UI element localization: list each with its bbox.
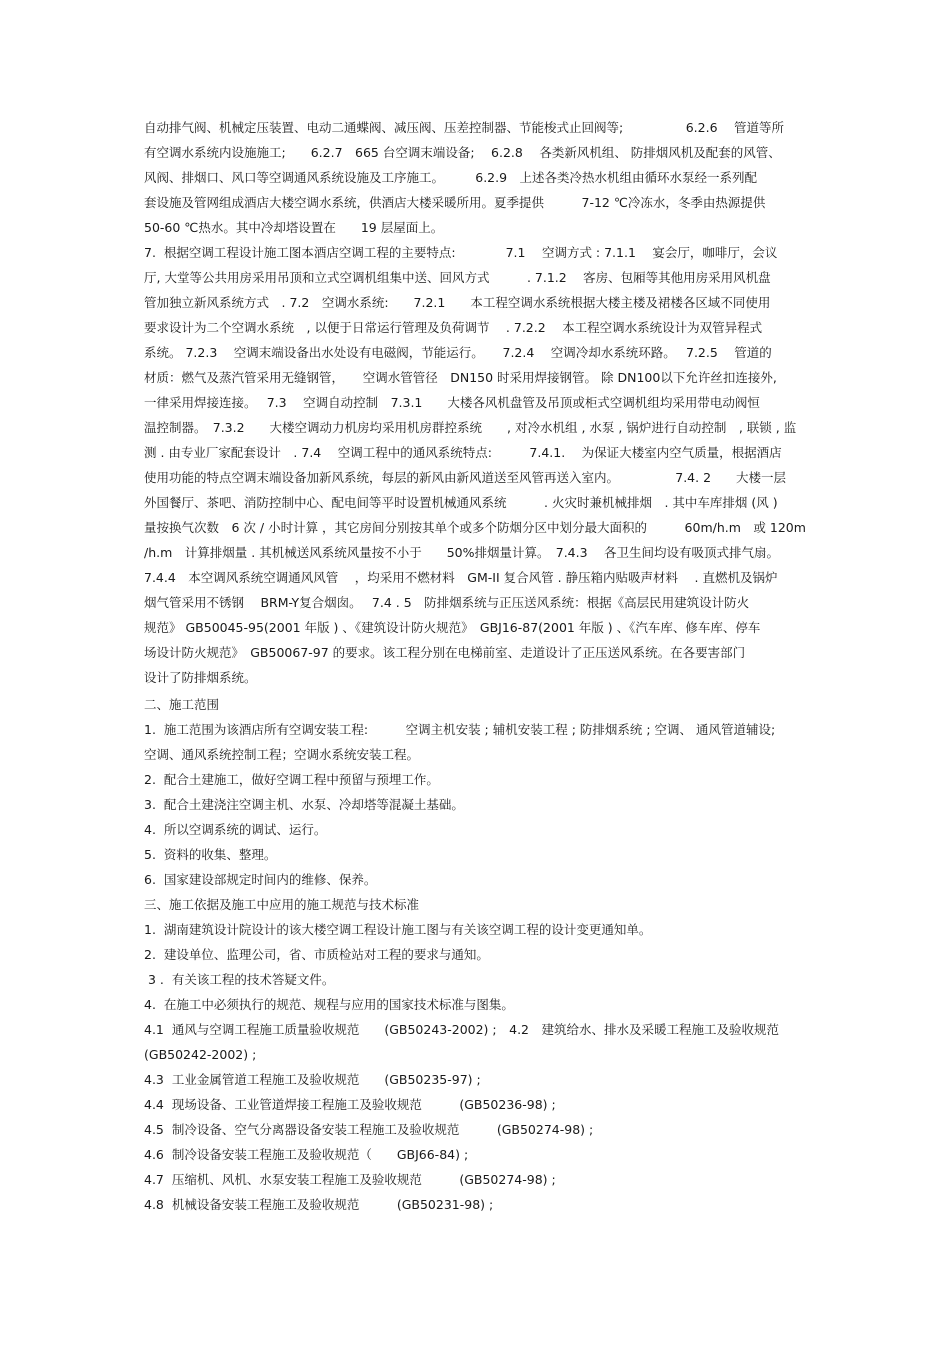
text-line: 4. 所以空调系统的调试、运行。 <box>144 822 327 837</box>
text-line: 量按换气次数 6 次 / 小时计算 ，其它房间分别按其单个或多个防烟分区中划分最大面积的 60m/h.m 或 120m <box>144 520 806 535</box>
text-line: 1. 湖南建筑设计院设计的该大楼空调工程设计施工图与有关该空调工程的设计变更通知单。 <box>144 922 652 937</box>
text-line: 3. 配合土建浇注空调主机、水泵、冷却塔等混凝土基础。 <box>144 797 464 812</box>
text-line: 二、施工范围 <box>144 697 220 712</box>
text-line: 6. 国家建设部规定时间内的维修、保养。 <box>144 872 377 887</box>
text-line: 有空调水系统内设施施工; 6.2.7 665 台空调末端设备; 6.2.8 各类新风机组、 防排烟风机及配套的风管、 <box>144 145 781 160</box>
text-line: 烟气管采用不锈钢 BRM-Y复合烟囱。 7.4 . 5 防排烟系统与正压送风系统：根据《高层民用建筑设计防火 <box>144 595 750 610</box>
text-line: 7. 根据空调工程设计施工图本酒店空调工程的主要特点: 7.1 空调方式 : 7.1.1 宴会厅，咖啡厅，会议 <box>144 245 778 260</box>
text-line: 外国餐厅、茶吧、消防控制中心、配电间等平时设置机械通风系统 . 火灾时兼机械排烟 . 其中车库排烟 (风 ) <box>144 495 778 510</box>
text-line: 5. 资料的收集、整理。 <box>144 847 277 862</box>
text-line: 规范》 GB50045-95(2001 年版 ) 、《建筑设计防火规范》 GBJ16-87(2001 年版 ) 、《汽车库、修车库、停车 <box>144 620 761 635</box>
text-line: 要求设计为二个空调水系统 , 以便于日常运行管理及负荷调节 . 7.2.2 本工程空调水系统设计为双管异程式 <box>144 320 763 335</box>
text-line: 7.4.4 本空调风系统空调通风风管 ，均采用不燃材料 GM-II 复合风管 . 静压箱内贴吸声材料 . 直燃机及锅炉 <box>144 570 778 585</box>
text-line: 4.1 通风与空调工程施工质量验收规范 (GB50243-2002) ; 4.2 建筑给水、排水及采暖工程施工及验收规范 <box>144 1022 779 1037</box>
text-line: 自动排气阀、机械定压装置、电动二通蝶阀、减压阀、压差控制器、节能梭式止回阀等; 6.2.6 管道等所 <box>144 120 784 135</box>
text-line: 厅, 大堂等公共用房采用吊顶和立式空调机组集中送、回风方式 . 7.1.2 客房、包厢等其他用房采用风机盘 <box>144 270 771 285</box>
text-line: 使用功能的特点空调末端设备加新风系统，每层的新风由新风道送至风管再送入室内。 7.4. 2 大楼一层 <box>144 470 787 485</box>
text-line: 4.7 压缩机、风机、水泵安装工程施工及验收规范 (GB50274-98) ; <box>144 1172 556 1187</box>
text-line: 4.5 制冷设备、空气分离器设备安装工程施工及验收规范 (GB50274-98) ; <box>144 1122 594 1137</box>
text-line: 设计了防排烟系统。 <box>144 670 257 685</box>
text-line: 2. 配合土建施工，做好空调工程中预留与预埋工作。 <box>144 772 439 787</box>
text-line: 1. 施工范围为该酒店所有空调安装工程: 空调主机安装 ; 辅机安装工程 ; 防排烟系统 ; 空调、 通风管道辅设; <box>144 722 776 737</box>
text-line: 三、施工依据及施工中应用的施工规范与技术标准 <box>144 897 420 912</box>
text-line: 3 . 有关该工程的技术答疑文件。 <box>144 972 335 987</box>
text-line: 系统。 7.2.3 空调末端设备出水处设有电磁阀，节能运行。 7.2.4 空调冷却水系统环路。 7.2.5 管道的 <box>144 345 772 360</box>
text-line: 50-60 ℃热水。其中冷却塔设置在 19 层屋面上。 <box>144 220 444 235</box>
text-line: 风阀、排烟口、风口等空调通风系统设施及工序施工。 6.2.9 上述各类冷热水机组由循环水泵经一系列配 <box>144 170 758 185</box>
text-line: 2. 建设单位、监理公司，省、市质检站对工程的要求与通知。 <box>144 947 489 962</box>
text-line: 套设施及管网组成酒店大楼空调水系统，供酒店大楼采暖所用。夏季提供 7-12 ℃冷冻水，冬季由热源提供 <box>144 195 766 210</box>
text-line: 4.6 制冷设备安装工程施工及验收规范（ GBJ66-84) ; <box>144 1147 469 1162</box>
text-line: 温控制器。 7.3.2 大楼空调动力机房均采用机房群控系统 , 对冷水机组 , 水泵 , 锅炉进行自动控制 , 联锁 , 监 <box>144 420 797 435</box>
text-line: 空调、通风系统控制工程；空调水系统安装工程。 <box>144 747 420 762</box>
text-line: 测 . 由专业厂家配套设计 . 7.4 空调工程中的通风系统特点: 7.4.1. 为保证大楼室内空气质量，根据酒店 <box>144 445 782 460</box>
text-line: 4.3 工业金属管道工程施工及验收规范 (GB50235-97) ; <box>144 1072 481 1087</box>
text-line: 4.8 机械设备安装工程施工及验收规范 (GB50231-98) ; <box>144 1197 494 1212</box>
text-line: 一律采用焊接连接。 7.3 空调自动控制 7.3.1 大楼各风机盘管及吊顶或柜式空调机组均采用带电动阀恒 <box>144 395 760 410</box>
text-line: 场设计防火规范》 GB50067-97 的要求。该工程分别在电梯前室、走道设计了正压送风系统。在各要害部门 <box>144 645 746 660</box>
text-line: 4.4 现场设备、工业管道焊接工程施工及验收规范 (GB50236-98) ; <box>144 1097 556 1112</box>
text-line: 管加独立新风系统方式 . 7.2 空调水系统: 7.2.1 本工程空调水系统根据大楼主楼及裙楼各区域不同使用 <box>144 295 771 310</box>
text-line: 材质：燃气及蒸汽管采用无缝钢管， 空调水管管径 DN150 时采用焊接钢管。 除 DN100以下允许丝扣连接外, <box>144 370 777 385</box>
text-line: (GB50242-2002) ; <box>144 1047 257 1062</box>
text-line: /h.m 计算排烟量 . 其机械送风系统风量按不小于 50%排烟量计算。 7.4.3 各卫生间均设有吸顶式排气扇。 <box>144 545 780 560</box>
text-line: 4. 在施工中必须执行的规范、规程与应用的国家技术标准与图集。 <box>144 997 514 1012</box>
